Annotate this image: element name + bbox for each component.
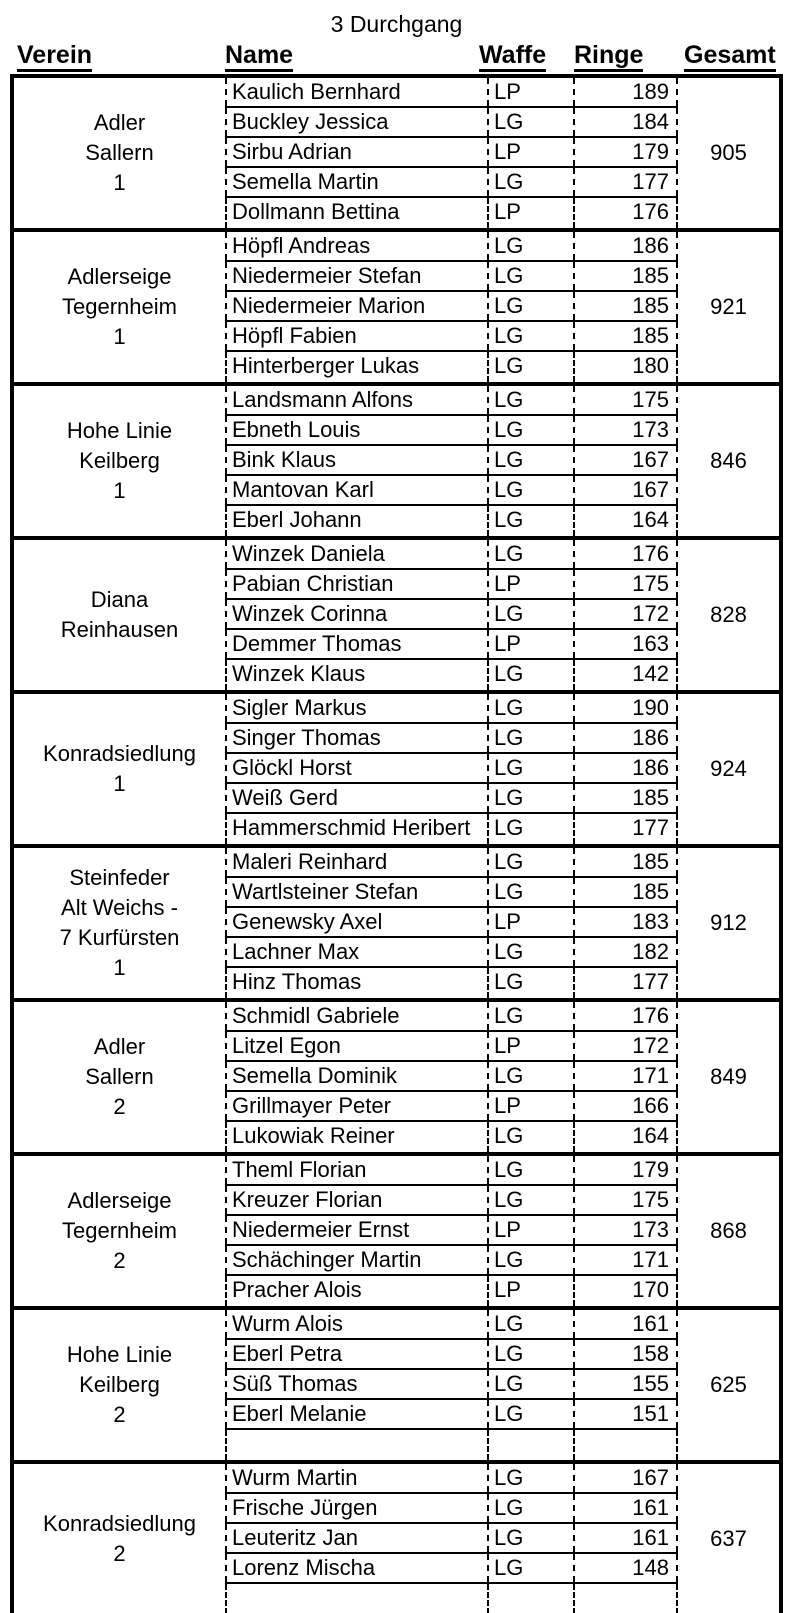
team-gesamt: 637 bbox=[710, 1526, 747, 1551]
shooter-ringe bbox=[573, 1430, 678, 1460]
shooter-ringe: 164 bbox=[573, 506, 678, 536]
shooter-waffe: LG bbox=[487, 168, 573, 196]
table-row bbox=[225, 1430, 678, 1460]
table-row bbox=[225, 540, 678, 570]
table-row bbox=[225, 724, 678, 754]
team-group bbox=[14, 844, 779, 998]
shooter-waffe: LP bbox=[487, 78, 573, 106]
table-row bbox=[225, 78, 678, 108]
shooter-waffe: LG bbox=[487, 540, 573, 568]
shooter-waffe: LG bbox=[487, 724, 573, 752]
shooter-ringe: 185 bbox=[573, 878, 678, 906]
table-row bbox=[225, 570, 678, 600]
table-row bbox=[225, 784, 678, 814]
shooter-name: Weiß Gerd bbox=[225, 784, 487, 812]
shooter-waffe: LG bbox=[487, 262, 573, 290]
shooter-ringe: 163 bbox=[573, 630, 678, 658]
team-group bbox=[14, 536, 779, 690]
column-header-gesamt-cell bbox=[684, 41, 783, 72]
shooter-waffe: LG bbox=[487, 694, 573, 722]
shooter-name: Sigler Markus bbox=[225, 694, 487, 722]
shooter-name: Hammerschmid Heribert bbox=[225, 814, 487, 844]
team-verein-line: 1 bbox=[113, 955, 126, 980]
table-row bbox=[225, 1310, 678, 1340]
table-row bbox=[225, 446, 678, 476]
table-row bbox=[225, 1400, 678, 1430]
shooter-waffe: LG bbox=[487, 1464, 573, 1492]
table-row bbox=[225, 108, 678, 138]
shooter-name bbox=[225, 1584, 487, 1613]
shooter-name: Lorenz Mischa bbox=[225, 1554, 487, 1582]
shooter-name: Singer Thomas bbox=[225, 724, 487, 752]
shooter-waffe: LP bbox=[487, 570, 573, 598]
column-header-verein: Verein bbox=[17, 42, 92, 72]
shooter-name: Höpfl Fabien bbox=[225, 322, 487, 350]
team-verein bbox=[14, 540, 225, 690]
shooter-ringe: 177 bbox=[573, 968, 678, 998]
team-verein-line: Tegernheim bbox=[62, 294, 177, 319]
team-gesamt: 921 bbox=[710, 294, 747, 319]
table-row bbox=[225, 1122, 678, 1152]
column-header-verein-cell bbox=[10, 41, 225, 72]
shooter-waffe: LG bbox=[487, 660, 573, 690]
team-group bbox=[14, 998, 779, 1152]
team-verein-line: Konradsiedlung bbox=[43, 1511, 196, 1536]
table-row bbox=[225, 1524, 678, 1554]
table-row bbox=[225, 352, 678, 382]
shooter-ringe: 184 bbox=[573, 108, 678, 136]
shooter-ringe: 142 bbox=[573, 660, 678, 690]
table-row bbox=[225, 1062, 678, 1092]
shooter-waffe: LG bbox=[487, 1370, 573, 1398]
table-row bbox=[225, 138, 678, 168]
shooter-name: Dollmann Bettina bbox=[225, 198, 487, 228]
team-verein-line: 2 bbox=[113, 1094, 126, 1119]
shooter-waffe: LG bbox=[487, 352, 573, 382]
team-rows bbox=[225, 1464, 678, 1613]
team-verein-line: Adler bbox=[93, 1034, 146, 1059]
team-verein-line: 1 bbox=[113, 324, 126, 349]
team-verein-line: 2 bbox=[113, 1248, 126, 1273]
shooter-name: Bink Klaus bbox=[225, 446, 487, 474]
shooter-ringe: 172 bbox=[573, 1032, 678, 1060]
team-gesamt: 828 bbox=[710, 602, 747, 627]
shooter-name: Frische Jürgen bbox=[225, 1494, 487, 1522]
shooter-name: Kaulich Bernhard bbox=[225, 78, 487, 106]
shooter-waffe: LG bbox=[487, 108, 573, 136]
table-row bbox=[225, 1156, 678, 1186]
team-verein bbox=[14, 232, 225, 382]
shooter-name: Höpfl Andreas bbox=[225, 232, 487, 260]
shooter-name: Süß Thomas bbox=[225, 1370, 487, 1398]
shooter-ringe: 180 bbox=[573, 352, 678, 382]
column-header-ringe-cell bbox=[574, 41, 684, 72]
shooter-name: Hinterberger Lukas bbox=[225, 352, 487, 382]
column-header-name: Name bbox=[225, 42, 293, 72]
shooter-name: Lukowiak Reiner bbox=[225, 1122, 487, 1152]
team-verein bbox=[14, 386, 225, 536]
team-verein bbox=[14, 848, 225, 998]
team-verein-line: Hohe Linie bbox=[66, 1342, 173, 1367]
table-row bbox=[225, 1032, 678, 1062]
shooter-waffe: LG bbox=[487, 416, 573, 444]
team-verein-line: Konradsiedlung bbox=[43, 741, 196, 766]
table-row bbox=[225, 198, 678, 228]
shooter-ringe: 167 bbox=[573, 1464, 678, 1492]
shooter-waffe: LP bbox=[487, 1276, 573, 1306]
shooter-waffe: LG bbox=[487, 938, 573, 966]
shooter-name: Winzek Klaus bbox=[225, 660, 487, 690]
team-rows bbox=[225, 694, 678, 844]
table-row bbox=[225, 1276, 678, 1306]
shooter-ringe: 151 bbox=[573, 1400, 678, 1428]
column-header-gesamt: Gesamt bbox=[684, 42, 776, 72]
shooter-name: Buckley Jessica bbox=[225, 108, 487, 136]
shooter-name: Kreuzer Florian bbox=[225, 1186, 487, 1214]
team-gesamt: 905 bbox=[710, 140, 747, 165]
shooter-name: Theml Florian bbox=[225, 1156, 487, 1184]
shooter-waffe: LG bbox=[487, 848, 573, 876]
team-rows bbox=[225, 1156, 678, 1306]
column-header-waffe: Waffe bbox=[479, 42, 546, 72]
team-gesamt: 849 bbox=[710, 1064, 747, 1089]
shooter-ringe: 175 bbox=[573, 386, 678, 414]
shooter-waffe: LG bbox=[487, 1062, 573, 1090]
shooter-name: Landsmann Alfons bbox=[225, 386, 487, 414]
shooter-name: Ebneth Louis bbox=[225, 416, 487, 444]
shooter-waffe: LG bbox=[487, 232, 573, 260]
shooter-waffe: LG bbox=[487, 1186, 573, 1214]
table-row bbox=[225, 416, 678, 446]
table-row bbox=[225, 1340, 678, 1370]
shooter-ringe: 161 bbox=[573, 1310, 678, 1338]
column-headers bbox=[10, 40, 783, 72]
shooter-name: Demmer Thomas bbox=[225, 630, 487, 658]
table-row bbox=[225, 1246, 678, 1276]
shooter-name: Schächinger Martin bbox=[225, 1246, 487, 1274]
table-row bbox=[225, 938, 678, 968]
shooter-ringe: 172 bbox=[573, 600, 678, 628]
team-group bbox=[14, 382, 779, 536]
shooter-name: Semella Dominik bbox=[225, 1062, 487, 1090]
table-row bbox=[225, 1554, 678, 1584]
team-verein bbox=[14, 78, 225, 228]
team-verein-line: Tegernheim bbox=[62, 1218, 177, 1243]
shooter-ringe: 185 bbox=[573, 322, 678, 350]
column-header-name-cell bbox=[225, 41, 479, 72]
shooter-waffe: LP bbox=[487, 138, 573, 166]
table-row bbox=[225, 1002, 678, 1032]
team-rows bbox=[225, 540, 678, 690]
shooter-name: Lachner Max bbox=[225, 938, 487, 966]
team-verein-line: Steinfeder bbox=[69, 865, 170, 890]
shooter-ringe: 186 bbox=[573, 232, 678, 260]
team-rows bbox=[225, 1002, 678, 1152]
team-verein-line: Adlerseige bbox=[67, 264, 172, 289]
team-verein-line: Adlerseige bbox=[67, 1188, 172, 1213]
shooter-ringe: 185 bbox=[573, 784, 678, 812]
shooter-ringe: 175 bbox=[573, 570, 678, 598]
team-group bbox=[14, 78, 779, 228]
table-row bbox=[225, 878, 678, 908]
team-gesamt: 912 bbox=[710, 910, 747, 935]
table-row bbox=[225, 1370, 678, 1400]
team-group bbox=[14, 690, 779, 844]
team-verein-line: 1 bbox=[113, 771, 126, 796]
shooter-ringe: 175 bbox=[573, 1186, 678, 1214]
shooter-waffe: LG bbox=[487, 784, 573, 812]
table-row bbox=[225, 262, 678, 292]
shooter-waffe: LG bbox=[487, 1524, 573, 1552]
shooter-name: Grillmayer Peter bbox=[225, 1092, 487, 1120]
table-row bbox=[225, 630, 678, 660]
shooter-waffe bbox=[487, 1430, 573, 1460]
shooter-waffe: LG bbox=[487, 322, 573, 350]
shooter-name: Wurm Martin bbox=[225, 1464, 487, 1492]
page-title: 3 Durchgang bbox=[330, 11, 463, 37]
shooter-waffe: LG bbox=[487, 1122, 573, 1152]
team-verein-line: Sallern bbox=[85, 1064, 154, 1089]
shooter-ringe: 176 bbox=[573, 1002, 678, 1030]
shooter-waffe: LP bbox=[487, 630, 573, 658]
shooter-name: Schmidl Gabriele bbox=[225, 1002, 487, 1030]
shooter-waffe: LG bbox=[487, 878, 573, 906]
shooter-ringe: 166 bbox=[573, 1092, 678, 1120]
team-verein-line: 7 Kurfürsten bbox=[59, 925, 180, 950]
shooter-name: Maleri Reinhard bbox=[225, 848, 487, 876]
team-verein-line: Alt Weichs - bbox=[61, 895, 178, 920]
shooter-ringe: 173 bbox=[573, 416, 678, 444]
shooter-waffe: LG bbox=[487, 754, 573, 782]
team-verein-line: Keilberg bbox=[79, 448, 160, 473]
shooter-ringe: 189 bbox=[573, 78, 678, 106]
shooter-name: Mantovan Karl bbox=[225, 476, 487, 504]
table-row bbox=[225, 694, 678, 724]
team-group bbox=[14, 1306, 779, 1460]
shooter-ringe: 171 bbox=[573, 1246, 678, 1274]
shooter-waffe bbox=[487, 1584, 573, 1613]
shooter-waffe: LG bbox=[487, 292, 573, 320]
shooter-ringe: 179 bbox=[573, 138, 678, 166]
table-row bbox=[225, 754, 678, 784]
shooter-waffe: LG bbox=[487, 968, 573, 998]
team-verein bbox=[14, 1156, 225, 1306]
shooter-ringe: 185 bbox=[573, 262, 678, 290]
shooter-name: Niedermeier Marion bbox=[225, 292, 487, 320]
column-header-waffe-cell bbox=[479, 41, 574, 72]
shooter-waffe: LG bbox=[487, 600, 573, 628]
shooter-ringe bbox=[573, 1584, 678, 1613]
team-verein-line: Diana bbox=[90, 587, 149, 612]
shooter-name: Pabian Christian bbox=[225, 570, 487, 598]
team-verein bbox=[14, 1310, 225, 1460]
shooter-name: Semella Martin bbox=[225, 168, 487, 196]
table-row bbox=[225, 232, 678, 262]
shooter-ringe: 190 bbox=[573, 694, 678, 722]
shooter-waffe: LG bbox=[487, 1554, 573, 1582]
shooter-name: Pracher Alois bbox=[225, 1276, 487, 1306]
shooter-name: Eberl Petra bbox=[225, 1340, 487, 1368]
team-verein-line: 2 bbox=[113, 1541, 126, 1566]
team-verein-line: Reinhausen bbox=[60, 617, 179, 642]
table-row bbox=[225, 814, 678, 844]
table-row bbox=[225, 1464, 678, 1494]
shooter-name: Glöckl Horst bbox=[225, 754, 487, 782]
shooter-waffe: LG bbox=[487, 1156, 573, 1184]
shooter-waffe: LG bbox=[487, 1340, 573, 1368]
shooter-name: Leuteritz Jan bbox=[225, 1524, 487, 1552]
shooter-name: Winzek Daniela bbox=[225, 540, 487, 568]
shooter-ringe: 167 bbox=[573, 476, 678, 504]
column-header-ringe: Ringe bbox=[574, 42, 643, 72]
shooter-waffe: LG bbox=[487, 476, 573, 504]
table-row bbox=[225, 476, 678, 506]
team-rows bbox=[225, 386, 678, 536]
table-row bbox=[225, 1186, 678, 1216]
table-row bbox=[225, 292, 678, 322]
team-verein-line: Adler bbox=[93, 110, 146, 135]
table-row bbox=[225, 848, 678, 878]
table-row bbox=[225, 968, 678, 998]
shooter-waffe: LP bbox=[487, 198, 573, 228]
shooter-waffe: LG bbox=[487, 1310, 573, 1338]
shooter-ringe: 179 bbox=[573, 1156, 678, 1184]
table-row bbox=[225, 1092, 678, 1122]
team-verein bbox=[14, 1002, 225, 1152]
table-row bbox=[225, 908, 678, 938]
table-row bbox=[225, 660, 678, 690]
shooter-ringe: 161 bbox=[573, 1524, 678, 1552]
shooter-ringe: 148 bbox=[573, 1554, 678, 1582]
shooter-ringe: 155 bbox=[573, 1370, 678, 1398]
shooter-ringe: 173 bbox=[573, 1216, 678, 1244]
shooter-ringe: 183 bbox=[573, 908, 678, 936]
shooter-waffe: LG bbox=[487, 1002, 573, 1030]
shooter-ringe: 177 bbox=[573, 168, 678, 196]
shooter-name: Eberl Melanie bbox=[225, 1400, 487, 1428]
results-table bbox=[10, 74, 783, 1613]
shooter-name bbox=[225, 1430, 487, 1460]
shooter-ringe: 167 bbox=[573, 446, 678, 474]
table-row bbox=[225, 1584, 678, 1613]
shooter-waffe: LP bbox=[487, 1092, 573, 1120]
shooter-ringe: 186 bbox=[573, 724, 678, 752]
team-verein-line: Sallern bbox=[85, 140, 154, 165]
shooter-ringe: 161 bbox=[573, 1494, 678, 1522]
shooter-waffe: LG bbox=[487, 506, 573, 536]
shooter-waffe: LP bbox=[487, 908, 573, 936]
team-verein-line: 1 bbox=[113, 170, 126, 195]
team-group bbox=[14, 1152, 779, 1306]
team-verein bbox=[14, 694, 225, 844]
shooter-ringe: 185 bbox=[573, 848, 678, 876]
shooter-name: Eberl Johann bbox=[225, 506, 487, 536]
shooter-name: Hinz Thomas bbox=[225, 968, 487, 998]
table-row bbox=[225, 168, 678, 198]
team-rows bbox=[225, 848, 678, 998]
shooter-ringe: 176 bbox=[573, 198, 678, 228]
team-verein-line: 1 bbox=[113, 478, 126, 503]
team-verein bbox=[14, 1464, 225, 1613]
table-row bbox=[225, 322, 678, 352]
team-verein-line: 2 bbox=[113, 1402, 126, 1427]
shooter-ringe: 182 bbox=[573, 938, 678, 966]
shooter-waffe: LG bbox=[487, 1400, 573, 1428]
shooter-ringe: 185 bbox=[573, 292, 678, 320]
shooter-waffe: LG bbox=[487, 1494, 573, 1522]
shooter-ringe: 170 bbox=[573, 1276, 678, 1306]
table-row bbox=[225, 386, 678, 416]
shooter-ringe: 164 bbox=[573, 1122, 678, 1152]
team-rows bbox=[225, 1310, 678, 1460]
shooter-name: Sirbu Adrian bbox=[225, 138, 487, 166]
team-rows bbox=[225, 232, 678, 382]
team-verein-line: Hohe Linie bbox=[66, 418, 173, 443]
team-group bbox=[14, 1460, 779, 1613]
shooter-name: Litzel Egon bbox=[225, 1032, 487, 1060]
shooter-name: Wurm Alois bbox=[225, 1310, 487, 1338]
team-rows bbox=[225, 78, 678, 228]
team-verein-line: Keilberg bbox=[79, 1372, 160, 1397]
team-gesamt: 868 bbox=[710, 1218, 747, 1243]
shooter-ringe: 158 bbox=[573, 1340, 678, 1368]
shooter-name: Wartlsteiner Stefan bbox=[225, 878, 487, 906]
table-row bbox=[225, 506, 678, 536]
table-row bbox=[225, 600, 678, 630]
team-group bbox=[14, 228, 779, 382]
team-gesamt: 846 bbox=[710, 448, 747, 473]
table-row bbox=[225, 1494, 678, 1524]
shooter-name: Winzek Corinna bbox=[225, 600, 487, 628]
team-gesamt: 625 bbox=[710, 1372, 747, 1397]
shooter-waffe: LP bbox=[487, 1216, 573, 1244]
shooter-ringe: 171 bbox=[573, 1062, 678, 1090]
shooter-waffe: LG bbox=[487, 446, 573, 474]
shooter-name: Genewsky Axel bbox=[225, 908, 487, 936]
shooter-name: Niedermeier Stefan bbox=[225, 262, 487, 290]
shooter-ringe: 186 bbox=[573, 754, 678, 782]
shooter-waffe: LG bbox=[487, 814, 573, 844]
shooter-waffe: LP bbox=[487, 1032, 573, 1060]
shooter-ringe: 177 bbox=[573, 814, 678, 844]
shooter-waffe: LG bbox=[487, 1246, 573, 1274]
shooter-name: Niedermeier Ernst bbox=[225, 1216, 487, 1244]
table-row bbox=[225, 1216, 678, 1246]
shooter-waffe: LG bbox=[487, 386, 573, 414]
shooter-ringe: 176 bbox=[573, 540, 678, 568]
team-gesamt: 924 bbox=[710, 756, 747, 781]
